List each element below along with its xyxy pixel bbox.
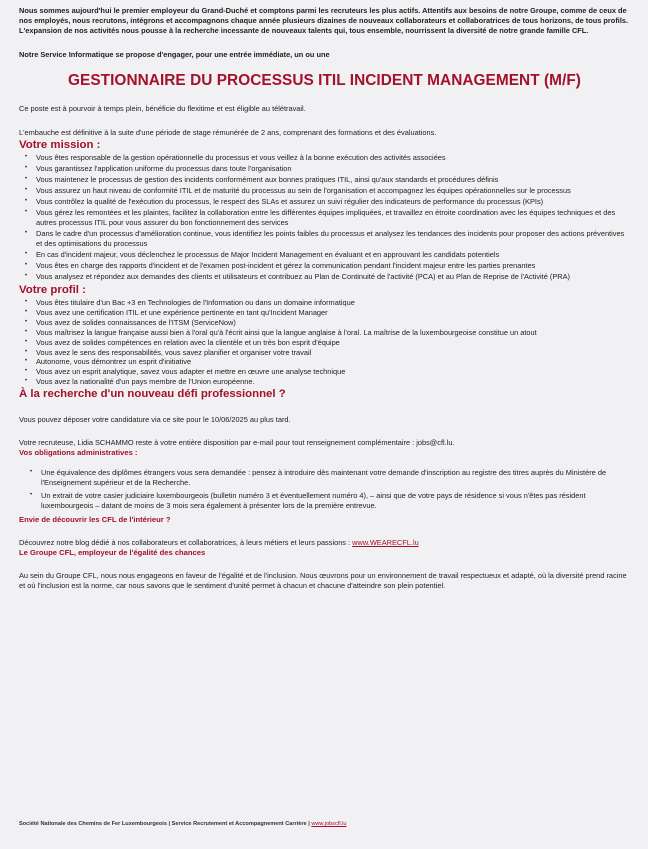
list-item: • Vous êtes en charge des rapports d'incident et de l'examen post-incident et gérez la communication pendant l'incident majeur entre les parties prenantes — [36, 261, 630, 271]
list-item: • Vous avez un esprit analytique, savez vous adapter et mettre en œuvre une analyse technique — [36, 367, 630, 377]
footer-text: Société Nationale des Chemins de Fer Luxembourgeois | Service Recrutement et Accompagnement Carrière | — [19, 821, 312, 827]
decouvrir-heading: Envie de découvrir les CFL de l'intérieur ? — [19, 514, 171, 524]
list-item: • Un extrait de votre casier judiciaire luxembourgeois (bulletin numéro 3 et éventuellement numéro 4), – ainsi que de votre pays de résidence si vous n'êtes pas résident luxembourgeois – datant de moins de 3 mois sera également à présenter lors de la première entrevue. — [41, 491, 630, 510]
list-item: • Autonome, vous démontrez un esprit d'initiative — [36, 357, 630, 367]
hire-conditions: L'embauche est définitive à la suite d'une période de stage rémunérée de 2 ans, comprenant des formations et des évaluations. — [19, 128, 437, 137]
list-item: • Vous analysez et répondez aux demandes des clients et utilisateurs et contribuez au Plan de Continuité de l'activité (PCA) et au Plan de Reprise de l'Activité (PRA) — [36, 272, 630, 282]
list-item: • En cas d'incident majeur, vous déclenchez le processus de Major Incident Management en évaluant et en approuvant les candidats potentiels — [36, 250, 630, 260]
profil-list — [19, 298, 630, 387]
equality-paragraph: Au sein du Groupe CFL, nous nous engageons en faveur de l'égalité et de l'inclusion. Nous œuvrons pour un environnement de travail respectueux et adapté, où la diversité prend racine et où l'inclusion est la norme, car nous savons que le sentiment d'unité permet à chacun et chacune d'atteindre son plein potentiel. — [19, 570, 627, 590]
list-item: • Vous gérez les remontées et les plaintes, facilitez la collaboration entre les différentes équipes impliquées, et travaillez en étroite coordination avec les équipes techniques et des autres processus ITIL pour vous assurer du bon fonctionnement des services — [36, 208, 630, 227]
list-item: • Vous garantissez l'application uniforme du processus dans toute l'organisation — [36, 164, 630, 174]
list-item: • Vous avez la nationalité d'un pays membre de l'Union européenne. — [36, 377, 630, 387]
defi-heading: À la recherche d'un nouveau défi professionnel ? — [19, 388, 286, 401]
footer — [19, 821, 346, 827]
blog-text: Découvrez notre blog dédié à nos collaborateurs et collaboratrices, à leurs métiers et leurs passions : — [19, 537, 353, 547]
mission-heading: Votre mission : — [19, 139, 101, 151]
footer-link[interactable]: www.jobscfl.lu — [311, 821, 347, 827]
list-item: • Vous êtes responsable de la gestion opérationnelle du processus et vous veillez à la bonne exécution des activités associées — [36, 153, 630, 163]
mission-list — [19, 153, 630, 282]
list-item: • Vous avez de solides compétences en relation avec la clientèle et un très bon esprit d'équipe — [36, 338, 630, 348]
obligations-heading: Vos obligations administratives : — [19, 448, 138, 458]
list-item: • Une équivalence des diplômes étrangers vous sera demandée : pensez à introduire dès maintenant votre demande d'inscription au registre des titres auprès du Ministère de l'Enseignement supérieur et de la Recherche. — [41, 468, 630, 487]
job-title: GESTIONNAIRE DU PROCESSUS ITIL INCIDENT MANAGEMENT (M/F) — [68, 72, 581, 89]
blog-paragraph — [19, 538, 630, 548]
time-conditions: Ce poste est à pourvoir à temps plein, bénéficie du flexitime et est éligible au télétravail. — [19, 104, 306, 113]
blog-link[interactable]: www.WEARECFL.lu — [352, 537, 419, 547]
list-item: • Vous maîtrisez la langue française aussi bien à l'oral qu'à l'écrit ainsi que la langue anglaise à l'oral. La maîtrise de la luxembourgeoise constitue un atout — [36, 328, 630, 338]
deposit-deadline: Vous pouvez déposer votre candidature via ce site pour le 10/06/2025 au plus tard. — [19, 415, 291, 425]
list-item: • Vous avez de solides connaissances de l'ITSM (ServiceNow) — [36, 318, 630, 328]
obligations-list — [19, 468, 630, 510]
list-item: • Vous avez une certification ITIL et une expérience pertinente en tant qu'Incident Manager — [36, 308, 630, 318]
list-item: • Vous êtes titulaire d'un Bac +3 en Technologies de l'Information ou dans un domaine informatique — [36, 298, 630, 308]
profil-heading: Votre profil : — [19, 284, 86, 297]
list-item: • Vous assurez un haut niveau de conformité ITIL et de maturité du processus au sein de l'organisation et accompagnez les équipes opérationnelles sur le processus — [36, 186, 630, 196]
list-item: • Vous maintenez le processus de gestion des incidents conformément aux bonnes pratiques ITIL, ainsi qu'aux standards et procédures définis — [36, 175, 630, 185]
list-item: • Vous avez le sens des responsabilités, vous savez planifier et organiser votre travail — [36, 348, 630, 358]
recruiter-contact: Votre recruteuse, Lidia SCHAMMO reste à votre entière disposition par e-mail pour tout renseignement complémentaire : jobs@cfl.lu. — [19, 438, 455, 448]
list-item: • Dans le cadre d'un processus d'amélioration continue, vous identifiez les points faibles du processus et analysez les tendances des incidents pour proposer des actions préventives et des optimisations du processus — [36, 229, 630, 248]
list-item: • Vous contrôlez la qualité de l'exécution du processus, le respect des SLAs et assurez un suivi régulier des indicateurs de performance du processus (KPIs) — [36, 197, 630, 207]
intro-paragraph: Nous sommes aujourd'hui le premier employeur du Grand-Duché et comptons parmi les recruteurs les plus actifs. Attentifs aux besoins de notre Groupe, comme de ceux de nos employés, nous recrutons, intégrons et accompagnons chaque année plusieurs dizaines de nouveaux collaborateurs et collaboratrices de tous horizons, de tous profils. L'expansion de nos activités nous pousse à la recherche incessante de nouveaux talents qui, tous ensemble, nourrissent la diversité de notre grande famille CFL. — [19, 6, 629, 35]
groupe-heading: Le Groupe CFL, employeur de l'égalité des chances — [19, 547, 206, 557]
lead-sentence: Notre Service Informatique se propose d'engager, pour une entrée immédiate, un ou une — [19, 50, 330, 59]
